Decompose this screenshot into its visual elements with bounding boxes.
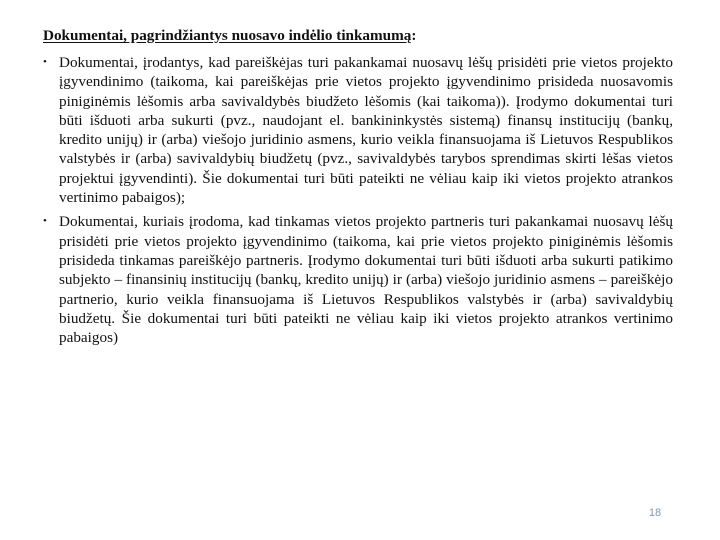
bullet-item-own-funds	[43, 53, 673, 207]
slide-heading	[43, 26, 416, 45]
bullet-icon: •	[43, 56, 47, 68]
bullet-text: Dokumentai, įrodantys, kad pareiškėjas turi pakankamai nuosavų lėšų prisidėti prie vietos projekto įgyvendinimo (taikoma, kai pareiškėjas prie vietos projekto įgyvendinimo prisideda nuosavomis piniginėmis lėšomis arba savivaldybės biudžeto lėšomis (kai taikoma)). Įrodymo dokumentai turi būti išduoti arba sukurti (pvz., naudojant el. bankininkystės sistemą) finansų institucijų (bankų, kredito unijų) ir (arba) viešojo juridinio asmens, kurio veikla finansuojama iš Lietuvos Respublikos valstybės ir (arba) savivaldybių biudžetų (pvz., savivaldybės tarybos sprendimas skirti lėšas vietos projektui įgyvendinti). Šie dokumentai turi būti pateikti ne vėliau kaip iki vietos projekto atrankos vertinimo pabaigos);	[59, 54, 673, 207]
bullet-list	[43, 53, 673, 352]
bullet-item-partner-funds	[43, 212, 673, 347]
bullet-text: Dokumentai, kuriais įrodoma, kad tinkamas vietos projekto partneris turi pakankamai nuosavų lėšų prisidėti prie vietos projekto įgyvendinimo (taikoma, kai prie vietos projekto piniginėmis lėšomis prisideda tinkamas pareiškėjo partneris. Įrodymo dokumentai turi būti išduoti arba sukurti patikimo subjekto – finansinių institucijų (bankų, kredito unijų) ir (arba) viešojo juridinio asmens – pareiškėjo partnerio, kurio veikla finansuojama iš Lietuvos Respublikos valstybės ir (arba) savivaldybių biudžetų. Šie dokumentai turi būti pateikti ne vėliau kaip iki vietos projekto atrankos vertinimo pabaigos)	[59, 213, 673, 347]
page-number: 18	[648, 507, 662, 519]
bullet-icon: •	[43, 215, 47, 228]
heading-suffix: :	[411, 27, 417, 44]
heading-underlined-text: Dokumentai, pagrindžiantys nuosavo indėlio tinkamumą	[43, 27, 412, 44]
